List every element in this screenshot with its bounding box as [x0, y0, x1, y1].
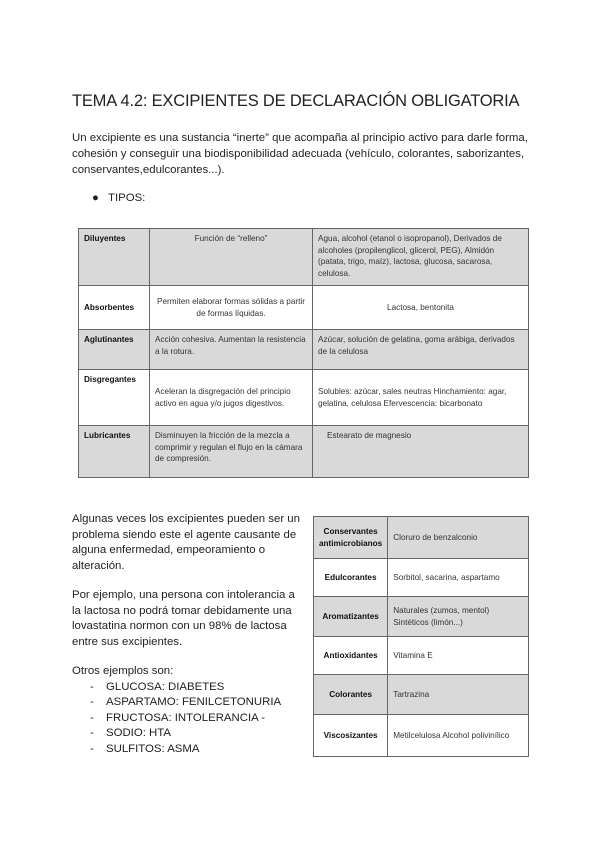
- list-item-text: SULFITOS: ASMA: [106, 742, 200, 755]
- table-cell-name: Absorbentes: [79, 286, 150, 330]
- table-cell-examples: Estearato de magnesio: [313, 426, 529, 478]
- dash-marker: -: [90, 696, 94, 708]
- table-cell-value: Tartrazina: [388, 675, 529, 715]
- list-item-text: FRUCTOSA: INTOLERANCIA -: [106, 711, 266, 724]
- paragraph-problem: Algunas veces los excipientes pueden ser un problema siendo este el agente causante de alguna enfermedad, empeoramiento o alteración.: [72, 513, 300, 572]
- table-cell-function: Función de “relleno”: [150, 229, 313, 286]
- table-row: [79, 330, 529, 370]
- table-row: [314, 597, 529, 637]
- table-cell-name: Conservantes antimicrobianos: [314, 517, 388, 559]
- table-row: [79, 286, 529, 330]
- excipient-examples-table: [313, 516, 529, 757]
- table-row: [79, 426, 529, 478]
- table-row: [79, 229, 529, 286]
- table-row: [314, 517, 529, 559]
- list-item: [90, 680, 300, 696]
- table-cell-name: Edulcorantes: [314, 559, 388, 597]
- examples-list: [72, 680, 300, 758]
- list-item: [90, 711, 300, 727]
- intro-paragraph: Un excipiente es una sustancia “inerte” que acompaña al principio activo para darle forma, cohesión y conseguir una biodisponibilidad adecuada (vehículo, colorantes, saborizantes, conservantes,edulcorantes...).: [72, 132, 528, 176]
- bullet-item: [92, 192, 145, 204]
- dash-marker: -: [90, 727, 94, 739]
- excipient-types-table: [78, 228, 529, 478]
- list-item: [90, 695, 300, 711]
- table-cell-function: Acción cohesiva. Aumentan la resistencia a la rotura.: [150, 330, 313, 370]
- table-row: [314, 715, 529, 757]
- page-title: TEMA 4.2: EXCIPIENTES DE DECLARACIÓN OBLIGATORIA: [72, 92, 520, 110]
- table-cell-name: Colorantes: [314, 675, 388, 715]
- table-row: [314, 675, 529, 715]
- bullet-icon: ●: [92, 192, 99, 204]
- table-row: [79, 370, 529, 426]
- table-cell-examples: Agua, alcohol (etanol o isopropanol), Derivados de alcoholes (propilenglicol, glicerol, PEG), Almidón (patata, trigo, maíz), lactosa, glucosa, sacarosa, celulosa.: [313, 229, 529, 286]
- list-item-text: GLUCOSA: DIABETES: [106, 680, 225, 693]
- table-cell-examples: Lactosa, bentonita: [313, 286, 529, 330]
- table-cell-name: Aromatizantes: [314, 597, 388, 637]
- table-cell-name: Viscosizantes: [314, 715, 388, 757]
- dash-marker: -: [90, 711, 94, 724]
- table-cell-value: Vitamina E: [388, 637, 529, 675]
- table-cell-function: Aceleran la disgregación del principio activo en agua y/o jugos digestivos.: [150, 370, 313, 426]
- table-row: [314, 637, 529, 675]
- paragraph-example: Por ejemplo, una persona con intolerancia a la lactosa no podrá tomar debidamente una lovastatina normon con un 98% de lactosa entre sus excipientes.: [72, 589, 295, 648]
- table-cell-value: Naturales (zumos, mentol) Sintéticos (limón...): [388, 597, 529, 637]
- table-cell-name: Disgregantes: [79, 370, 150, 426]
- table-cell-function: Permiten elaborar formas sólidas a partir de formas líquidas.: [150, 286, 313, 330]
- table-cell-name: Aglutinantes: [79, 330, 150, 370]
- table-cell-value: Sorbitol, sacarina, aspartamo: [388, 559, 529, 597]
- table-row: [314, 559, 529, 597]
- table-cell-name: Antioxidantes: [314, 637, 388, 675]
- list-item-text: SODIO: HTA: [106, 727, 171, 739]
- bullet-text: TIPOS:: [108, 192, 146, 204]
- list-item: [90, 726, 300, 742]
- table-cell-value: Metilcelulosa Alcohol polivinílico: [388, 715, 529, 757]
- paragraph-other-examples: Otros ejemplos son:: [72, 665, 174, 677]
- dash-marker: -: [90, 742, 94, 755]
- table-cell-value: Cloruro de benzalconio: [388, 517, 529, 559]
- list-item: [90, 742, 300, 758]
- dash-marker: -: [90, 680, 94, 693]
- table-cell-examples: Solubles: azúcar, sales neutras Hinchamiento: agar, gelatina, celulosa Efervescencia: bicarbonato: [313, 370, 529, 426]
- list-item-text: ASPARTAMO: FENILCETONURIA: [106, 696, 282, 708]
- table-cell-name: Lubricantes: [79, 426, 150, 478]
- table-cell-examples: Azúcar, solución de gelatina, goma arábiga, derivados de la celulosa: [313, 330, 529, 370]
- table-cell-name: Diluyentes: [79, 229, 150, 286]
- table-cell-function: Disminuyen la fricción de la mezcla a comprimir y regulan el flujo en la cámara de compresión.: [150, 426, 313, 478]
- notes-section: [72, 512, 300, 757]
